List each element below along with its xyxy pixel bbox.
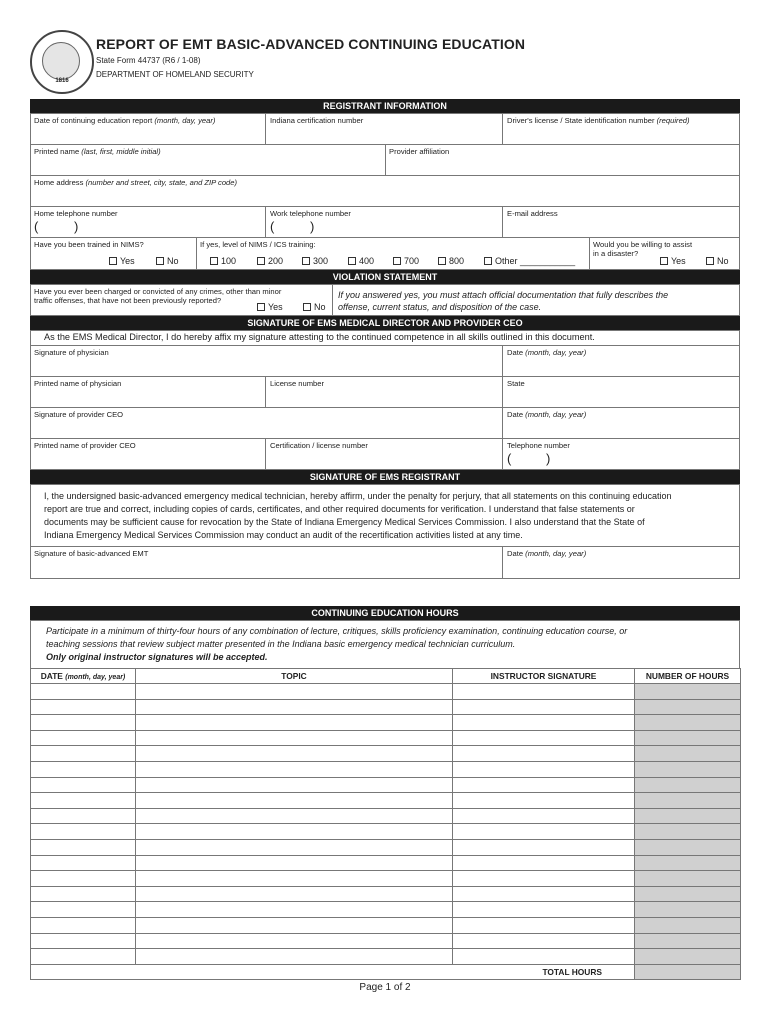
hours-cell[interactable] [635,917,741,933]
violation-heading: VIOLATION STATEMENT [30,270,740,284]
violation-note-line2: offense, current status, and disposition of the case. [338,302,542,312]
ceo-certification-field[interactable]: Certification / license number [270,441,368,450]
date-cell[interactable] [31,715,136,731]
hours-cell[interactable] [635,746,741,762]
topic-cell[interactable] [136,917,453,933]
disaster-yes-checkbox[interactable]: Yes [660,256,686,266]
nims-level-700-checkbox[interactable]: 700 [393,256,419,266]
date-cell[interactable] [31,746,136,762]
director-section [30,330,740,470]
topic-cell[interactable] [136,855,453,871]
date-cell[interactable] [31,949,136,965]
total-row [31,964,741,980]
work-telephone-field[interactable]: Work telephone number [270,209,351,218]
table-row [31,824,741,840]
hours-cell[interactable] [635,808,741,824]
signature-cell[interactable] [453,730,635,746]
table-row [31,855,741,871]
physician-license-field[interactable]: License number [270,379,325,388]
nims-level-question: If yes, level of NIMS / ICS training: [200,240,316,249]
hours-cell[interactable] [635,902,741,918]
date-cell[interactable] [31,777,136,793]
date-cell[interactable] [31,933,136,949]
hours-cell[interactable] [635,699,741,715]
table-row [31,886,741,902]
date-cell[interactable] [31,730,136,746]
ceo-telephone-field[interactable]: Telephone number [507,441,570,450]
total-hours-label: TOTAL HOURS [31,964,635,980]
table-row [31,871,741,887]
nims-level-300-checkbox[interactable]: 300 [302,256,328,266]
seal-emblem [42,42,80,80]
col-topic-header: TOPIC [136,669,453,684]
nims-no-checkbox[interactable]: No [156,256,179,266]
emt-date-field[interactable]: Date (month, day, year) [507,549,587,558]
violation-no-checkbox[interactable]: No [303,302,326,312]
table-row [31,715,741,731]
hours-cell[interactable] [635,761,741,777]
nims-level-400-checkbox[interactable]: 400 [348,256,374,266]
seal-year: 1816 [55,78,69,84]
date-cell[interactable] [31,902,136,918]
ceo-date-field[interactable]: Date (month, day, year) [507,410,587,419]
hours-cell[interactable] [635,824,741,840]
hours-cell[interactable] [635,730,741,746]
disaster-question-line1: Would you be willing to assist [593,240,693,249]
hours-cell[interactable] [635,684,741,700]
hours-cell[interactable] [635,871,741,887]
topic-cell[interactable] [136,902,453,918]
home-area-code-open: ( [34,219,39,234]
date-cell[interactable] [31,917,136,933]
hours-cell[interactable] [635,839,741,855]
signature-cell[interactable] [453,808,635,824]
table-row [31,808,741,824]
signature-cell[interactable] [453,917,635,933]
state-seal-icon [30,30,94,94]
violation-note-line1: If you answered yes, you must attach official documentation that fully describes the [338,290,669,300]
hours-cell[interactable] [635,949,741,965]
report-date-field[interactable]: Date of continuing education report (month, day, year) [34,116,216,125]
table-row [31,730,741,746]
signature-cell[interactable] [453,902,635,918]
col-hours-header: NUMBER OF HOURS [635,669,741,684]
director-heading: SIGNATURE OF EMS MEDICAL DIRECTOR AND PROVIDER CEO [30,316,740,330]
violation-question-line2: traffic offenses, that have not been previously reported? [34,296,222,305]
signature-cell[interactable] [453,699,635,715]
emt-statement-line: report are true and correct, including copies of cards, certificates, and other required documents for verification. I understand that false statements or [44,504,635,514]
date-cell[interactable] [31,699,136,715]
signature-cell[interactable] [453,871,635,887]
hours-cell[interactable] [635,715,741,731]
topic-cell[interactable] [136,839,453,855]
table-row [31,684,741,700]
date-cell[interactable] [31,871,136,887]
table-row [31,746,741,762]
hours-heading: CONTINUING EDUCATION HOURS [30,606,740,620]
hours-cell[interactable] [635,855,741,871]
ceo-signature-field[interactable]: Signature of provider CEO [34,410,124,419]
topic-cell[interactable] [136,746,453,762]
nims-question: Have you been trained in NIMS? [34,240,144,249]
signature-cell[interactable] [453,761,635,777]
emt-statement-line: I, the undersigned basic-advanced emergency medical technician, hereby affirm, under the penalty for perjury, that all statements on this continuing education [44,491,672,501]
topic-cell[interactable] [136,684,453,700]
physician-date-field[interactable]: Date (month, day, year) [507,348,587,357]
signature-cell[interactable] [453,824,635,840]
topic-cell[interactable] [136,699,453,715]
emt-statement-line: documents may be sufficient cause for revocation by the State of Indiana Emergency Medical Services Commission. I also understand that the State of [44,517,645,527]
ceo-area-code-open: ( [507,451,512,466]
date-cell[interactable] [31,808,136,824]
nims-level-100-checkbox[interactable]: 100 [210,256,236,266]
hours-instruction-line2: teaching sessions that review subject matter presented in the Indiana basic emergency medical technician curriculum. [46,639,516,649]
signature-cell[interactable] [453,777,635,793]
physician-state-field[interactable]: State [507,379,525,388]
home-area-code-close: ) [74,219,79,234]
form-title: REPORT OF EMT BASIC-ADVANCED CONTINUING EDUCATION [96,36,526,52]
topic-cell[interactable] [136,715,453,731]
table-row [31,793,741,809]
work-area-code-close: ) [310,219,315,234]
director-statement: As the EMS Medical Director, I do hereby affix my signature attesting to the continued competence in all skills outlined in this document. [44,332,595,342]
topic-cell[interactable] [136,949,453,965]
hours-cell[interactable] [635,777,741,793]
page-number: Page 1 of 2 [359,982,411,993]
disaster-no-checkbox[interactable]: No [706,256,729,266]
date-cell[interactable] [31,839,136,855]
nims-level-other-checkbox[interactable]: Other ___________ [484,256,575,266]
license-id-field[interactable]: Driver's license / State identification number (required) [507,116,690,125]
hours-cell[interactable] [635,793,741,809]
violation-question-line1: Have you ever been charged or convicted of any crimes, other than minor [34,287,282,296]
hours-cell[interactable] [635,886,741,902]
topic-cell[interactable] [136,808,453,824]
total-hours-cell[interactable] [635,964,741,980]
signature-cell[interactable] [453,933,635,949]
certification-number-field[interactable]: Indiana certification number [270,116,364,125]
ceo-area-code-close: ) [546,451,551,466]
state-form-number: State Form 44737 (R6 / 1-08) [96,56,201,65]
date-cell[interactable] [31,886,136,902]
ceo-printed-name-field[interactable]: Printed name of provider CEO [34,441,136,450]
topic-cell[interactable] [136,761,453,777]
table-row [31,917,741,933]
emt-heading: SIGNATURE OF EMS REGISTRANT [30,470,740,484]
physician-signature-field[interactable]: Signature of physician [34,348,109,357]
date-cell[interactable] [31,684,136,700]
signature-cell[interactable] [453,855,635,871]
registrant-heading: REGISTRANT INFORMATION [30,99,740,113]
table-row [31,902,741,918]
hours-cell[interactable] [635,933,741,949]
physician-printed-name-field[interactable]: Printed name of physician [34,379,122,388]
nims-yes-checkbox[interactable]: Yes [109,256,135,266]
table-row [31,949,741,965]
col-date-header: DATE (month, day, year) [31,669,136,684]
topic-cell[interactable] [136,730,453,746]
date-cell[interactable] [31,824,136,840]
provider-affiliation-field[interactable]: Provider affiliation [389,147,450,156]
date-cell[interactable] [31,855,136,871]
printed-name-field[interactable]: Printed name (last, first, middle initial) [34,147,161,156]
emt-signature-field[interactable]: Signature of basic-advanced EMT [34,549,149,558]
signature-cell[interactable] [453,715,635,731]
topic-cell[interactable] [136,777,453,793]
table-row [31,761,741,777]
col-signature-header: INSTRUCTOR SIGNATURE [453,669,635,684]
topic-cell[interactable] [136,933,453,949]
table-row [31,777,741,793]
topic-cell[interactable] [136,871,453,887]
violation-yes-checkbox[interactable]: Yes [257,302,283,312]
signature-cell[interactable] [453,886,635,902]
signature-cell[interactable] [453,839,635,855]
hours-instruction-line1: Participate in a minimum of thirty-four hours of any combination of lecture, critiques, skills proficiency examination, continuing education course, or [46,626,628,636]
home-address-field[interactable]: Home address (number and street, city, state, and ZIP code) [34,178,238,187]
disaster-question-line2: in a disaster? [593,249,639,258]
nims-level-200-checkbox[interactable]: 200 [257,256,283,266]
table-row [31,839,741,855]
home-telephone-field[interactable]: Home telephone number [34,209,118,218]
topic-cell[interactable] [136,793,453,809]
signature-cell[interactable] [453,949,635,965]
signature-cell[interactable] [453,684,635,700]
emt-statement [44,490,726,542]
topic-cell[interactable] [136,824,453,840]
emt-statement-line: Indiana Emergency Medical Services Commission may conduct an audit of the recertification activities listed at any time. [44,530,523,540]
signature-cell[interactable] [453,793,635,809]
email-field[interactable]: E-mail address [507,209,558,218]
nims-level-800-checkbox[interactable]: 800 [438,256,464,266]
signature-cell[interactable] [453,746,635,762]
work-area-code-open: ( [270,219,275,234]
hours-table [30,668,741,980]
date-cell[interactable] [31,761,136,777]
table-row [31,933,741,949]
table-row [31,699,741,715]
hours-instruction-line3: Only original instructor signatures will be accepted. [46,652,268,662]
date-cell[interactable] [31,793,136,809]
topic-cell[interactable] [136,886,453,902]
department-name: DEPARTMENT OF HOMELAND SECURITY [96,70,254,79]
